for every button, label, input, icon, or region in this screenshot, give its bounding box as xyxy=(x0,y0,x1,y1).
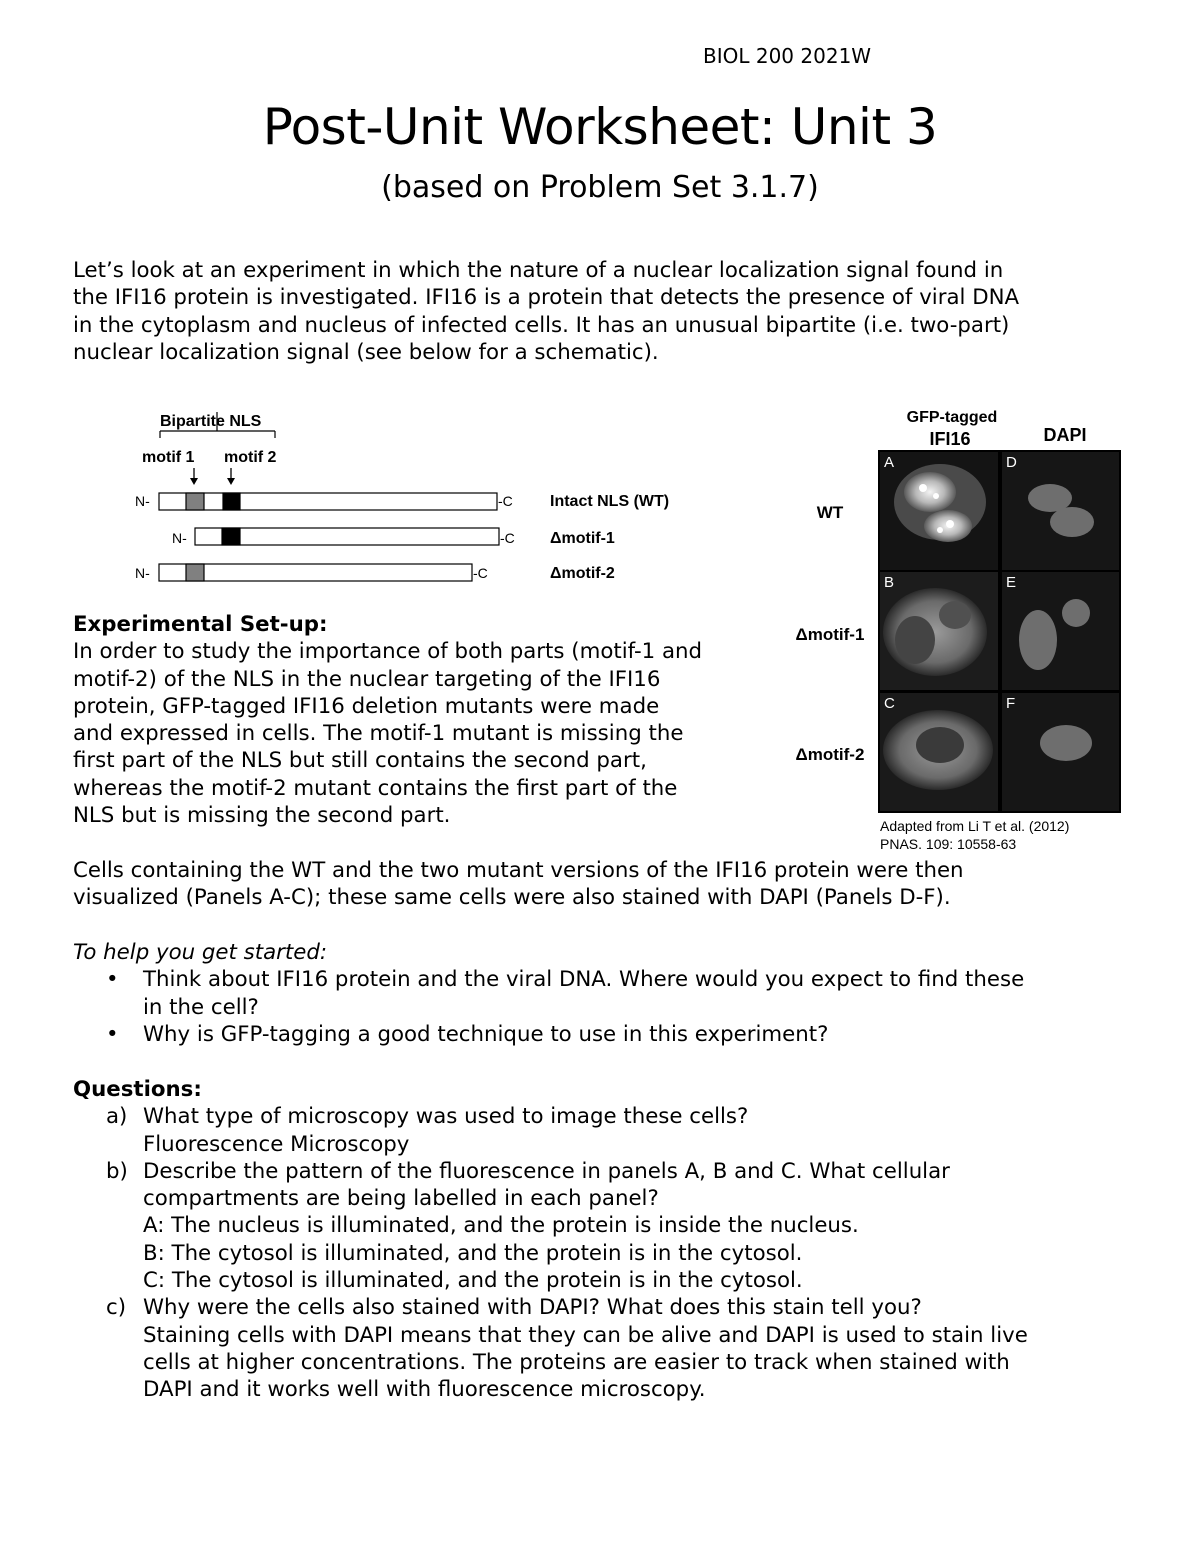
protein-bar xyxy=(195,528,499,545)
question-b xyxy=(73,1158,1143,1294)
bullet-icon: • xyxy=(106,1021,119,1047)
help-line: in the cell? xyxy=(143,994,259,1020)
answer-text: A: The nucleus is illuminated, and the protein is inside the nucleus. xyxy=(143,1213,859,1239)
n-terminus-label: N- xyxy=(135,493,150,509)
cells-line: visualized (Panels A-C); these same cells were also stained with DAPI (Panels D-F). xyxy=(73,885,951,911)
intro-paragraph xyxy=(73,257,1133,366)
c-terminus-label: -C xyxy=(498,493,513,509)
motif2-label: motif 2 xyxy=(224,449,277,466)
dapi-column-header: DAPI xyxy=(1043,425,1087,445)
motif2-block xyxy=(223,493,240,510)
motif1-block xyxy=(186,564,204,581)
setup-line: whereas the motif-2 mutant contains the first part of the xyxy=(73,775,678,801)
panel-f xyxy=(1002,693,1119,811)
help-list xyxy=(73,966,1133,1048)
help-line: Why is GFP-tagging a good technique to use in this experiment? xyxy=(143,1021,829,1047)
course-code: BIOL 200 2021W xyxy=(703,44,872,68)
row-label-wt: WT xyxy=(816,503,844,522)
motif2-block xyxy=(222,528,240,545)
intro-line: the IFI16 protein is investigated. IFI16 is a protein that detects the presence of viral DNA xyxy=(73,285,1020,311)
panel-letter: B xyxy=(884,574,895,591)
answer-text: cells at higher concentrations. The proteins are easier to track when stained with xyxy=(143,1349,1010,1375)
protein-bar xyxy=(159,564,472,581)
setup-heading: Experimental Set-up: xyxy=(73,612,328,637)
question-text: Why were the cells also stained with DAPI? What does this stain tell you? xyxy=(143,1295,922,1321)
help-item xyxy=(73,1021,1133,1048)
construct-wt xyxy=(135,493,669,510)
help-item xyxy=(73,966,1133,1021)
help-heading: To help you get started: xyxy=(73,940,328,965)
bipartite-nls-label: Bipartite NLS xyxy=(160,413,262,430)
setup-line: In order to study the importance of both parts (motif-1 and xyxy=(73,639,703,665)
panel-c xyxy=(880,693,998,811)
cells-line: Cells containing the WT and the two mutant versions of the IFI16 protein were then xyxy=(73,858,964,883)
question-c xyxy=(73,1294,1143,1403)
question-text: Describe the pattern of the fluorescence in panels A, B and C. What cellular xyxy=(143,1158,950,1184)
construct-label: Δmotif-2 xyxy=(550,565,615,582)
panel-a xyxy=(880,452,998,570)
intro-line: in the cytoplasm and nucleus of infected cells. It has an unusual bipartite (i.e. two-part) xyxy=(73,312,1010,338)
protein-bar xyxy=(159,493,497,510)
experimental-setup xyxy=(73,611,778,829)
motif1-label: motif 1 xyxy=(142,449,195,466)
panel-b xyxy=(880,572,998,690)
setup-line: motif-2) of the NLS in the nuclear targeting of the IFI16 xyxy=(73,666,661,692)
panel-e xyxy=(1002,572,1119,690)
construct-label: Intact NLS (WT) xyxy=(550,493,670,510)
n-terminus-label: N- xyxy=(172,530,187,546)
panel-letter: F xyxy=(1006,695,1016,712)
panel-d xyxy=(1002,452,1119,570)
construct-dmotif1 xyxy=(172,528,615,547)
row-label-dmotif2: Δmotif-2 xyxy=(795,745,865,764)
cells-paragraph xyxy=(73,857,1133,912)
questions-section xyxy=(73,1076,1143,1404)
setup-line: first part of the NLS but still contains the second part, xyxy=(73,748,647,774)
intro-line: Let’s look at an experiment in which the nature of a nuclear localization signal found in xyxy=(73,258,1004,283)
setup-paragraph xyxy=(73,638,778,829)
panel-letter: C xyxy=(884,695,895,712)
page-title: Post-Unit Worksheet: Unit 3 xyxy=(262,98,938,156)
panel-letter: E xyxy=(1006,574,1017,591)
c-terminus-label: -C xyxy=(473,565,488,581)
questions-heading: Questions: xyxy=(73,1077,202,1102)
gfp-column-header: GFP-tagged xyxy=(906,409,998,426)
figure-credit-journal: PNAS. 109: 10558-63 xyxy=(880,836,1017,852)
motif2-arrow-icon xyxy=(227,468,235,485)
microscopy-figure xyxy=(780,400,1125,855)
setup-line: protein, GFP-tagged IFI16 deletion mutants were made xyxy=(73,693,660,719)
row-label-dmotif1: Δmotif-1 xyxy=(795,625,865,644)
answer-text: B: The cytosol is illuminated, and the protein is in the cytosol. xyxy=(143,1240,803,1266)
gfp-column-header-protein: IFI16 xyxy=(929,429,971,449)
question-letter: a) xyxy=(106,1104,128,1130)
page-subtitle: (based on Problem Set 3.1.7) xyxy=(381,170,819,205)
setup-line: and expressed in cells. The motif-1 mutant is missing the xyxy=(73,721,684,747)
answer-text: Fluorescence Microscopy xyxy=(143,1131,410,1157)
help-line: Think about IFI16 protein and the viral DNA. Where would you expect to find these xyxy=(143,967,1025,993)
question-text: What type of microscopy was used to image these cells? xyxy=(143,1104,749,1130)
bullet-icon: • xyxy=(106,967,119,993)
c-terminus-label: -C xyxy=(500,530,515,546)
motif1-arrow-icon xyxy=(190,468,198,485)
question-a xyxy=(73,1103,1143,1158)
construct-dmotif2 xyxy=(135,564,615,582)
answer-text: DAPI and it works well with fluorescence microscopy. xyxy=(143,1377,706,1403)
panel-letter: A xyxy=(884,454,895,471)
figure-credit: Adapted from Li T et al. (2012) xyxy=(880,818,1070,834)
nls-schematic-figure xyxy=(120,400,720,590)
answer-text: C: The cytosol is illuminated, and the protein is in the cytosol. xyxy=(143,1268,803,1294)
question-letter: c) xyxy=(106,1295,127,1321)
help-section xyxy=(73,939,1133,1048)
setup-line: NLS but is missing the second part. xyxy=(73,803,451,829)
question-text: compartments are being labelled in each panel? xyxy=(143,1186,659,1212)
question-letter: b) xyxy=(106,1158,128,1184)
motif1-block xyxy=(186,493,204,510)
answer-text: Staining cells with DAPI means that they can be alive and DAPI is used to stain live xyxy=(143,1322,1028,1348)
n-terminus-label: N- xyxy=(135,565,150,581)
panel-letter: D xyxy=(1006,454,1017,471)
construct-label: Δmotif-1 xyxy=(550,530,615,547)
intro-line: nuclear localization signal (see below for a schematic). xyxy=(73,339,659,365)
